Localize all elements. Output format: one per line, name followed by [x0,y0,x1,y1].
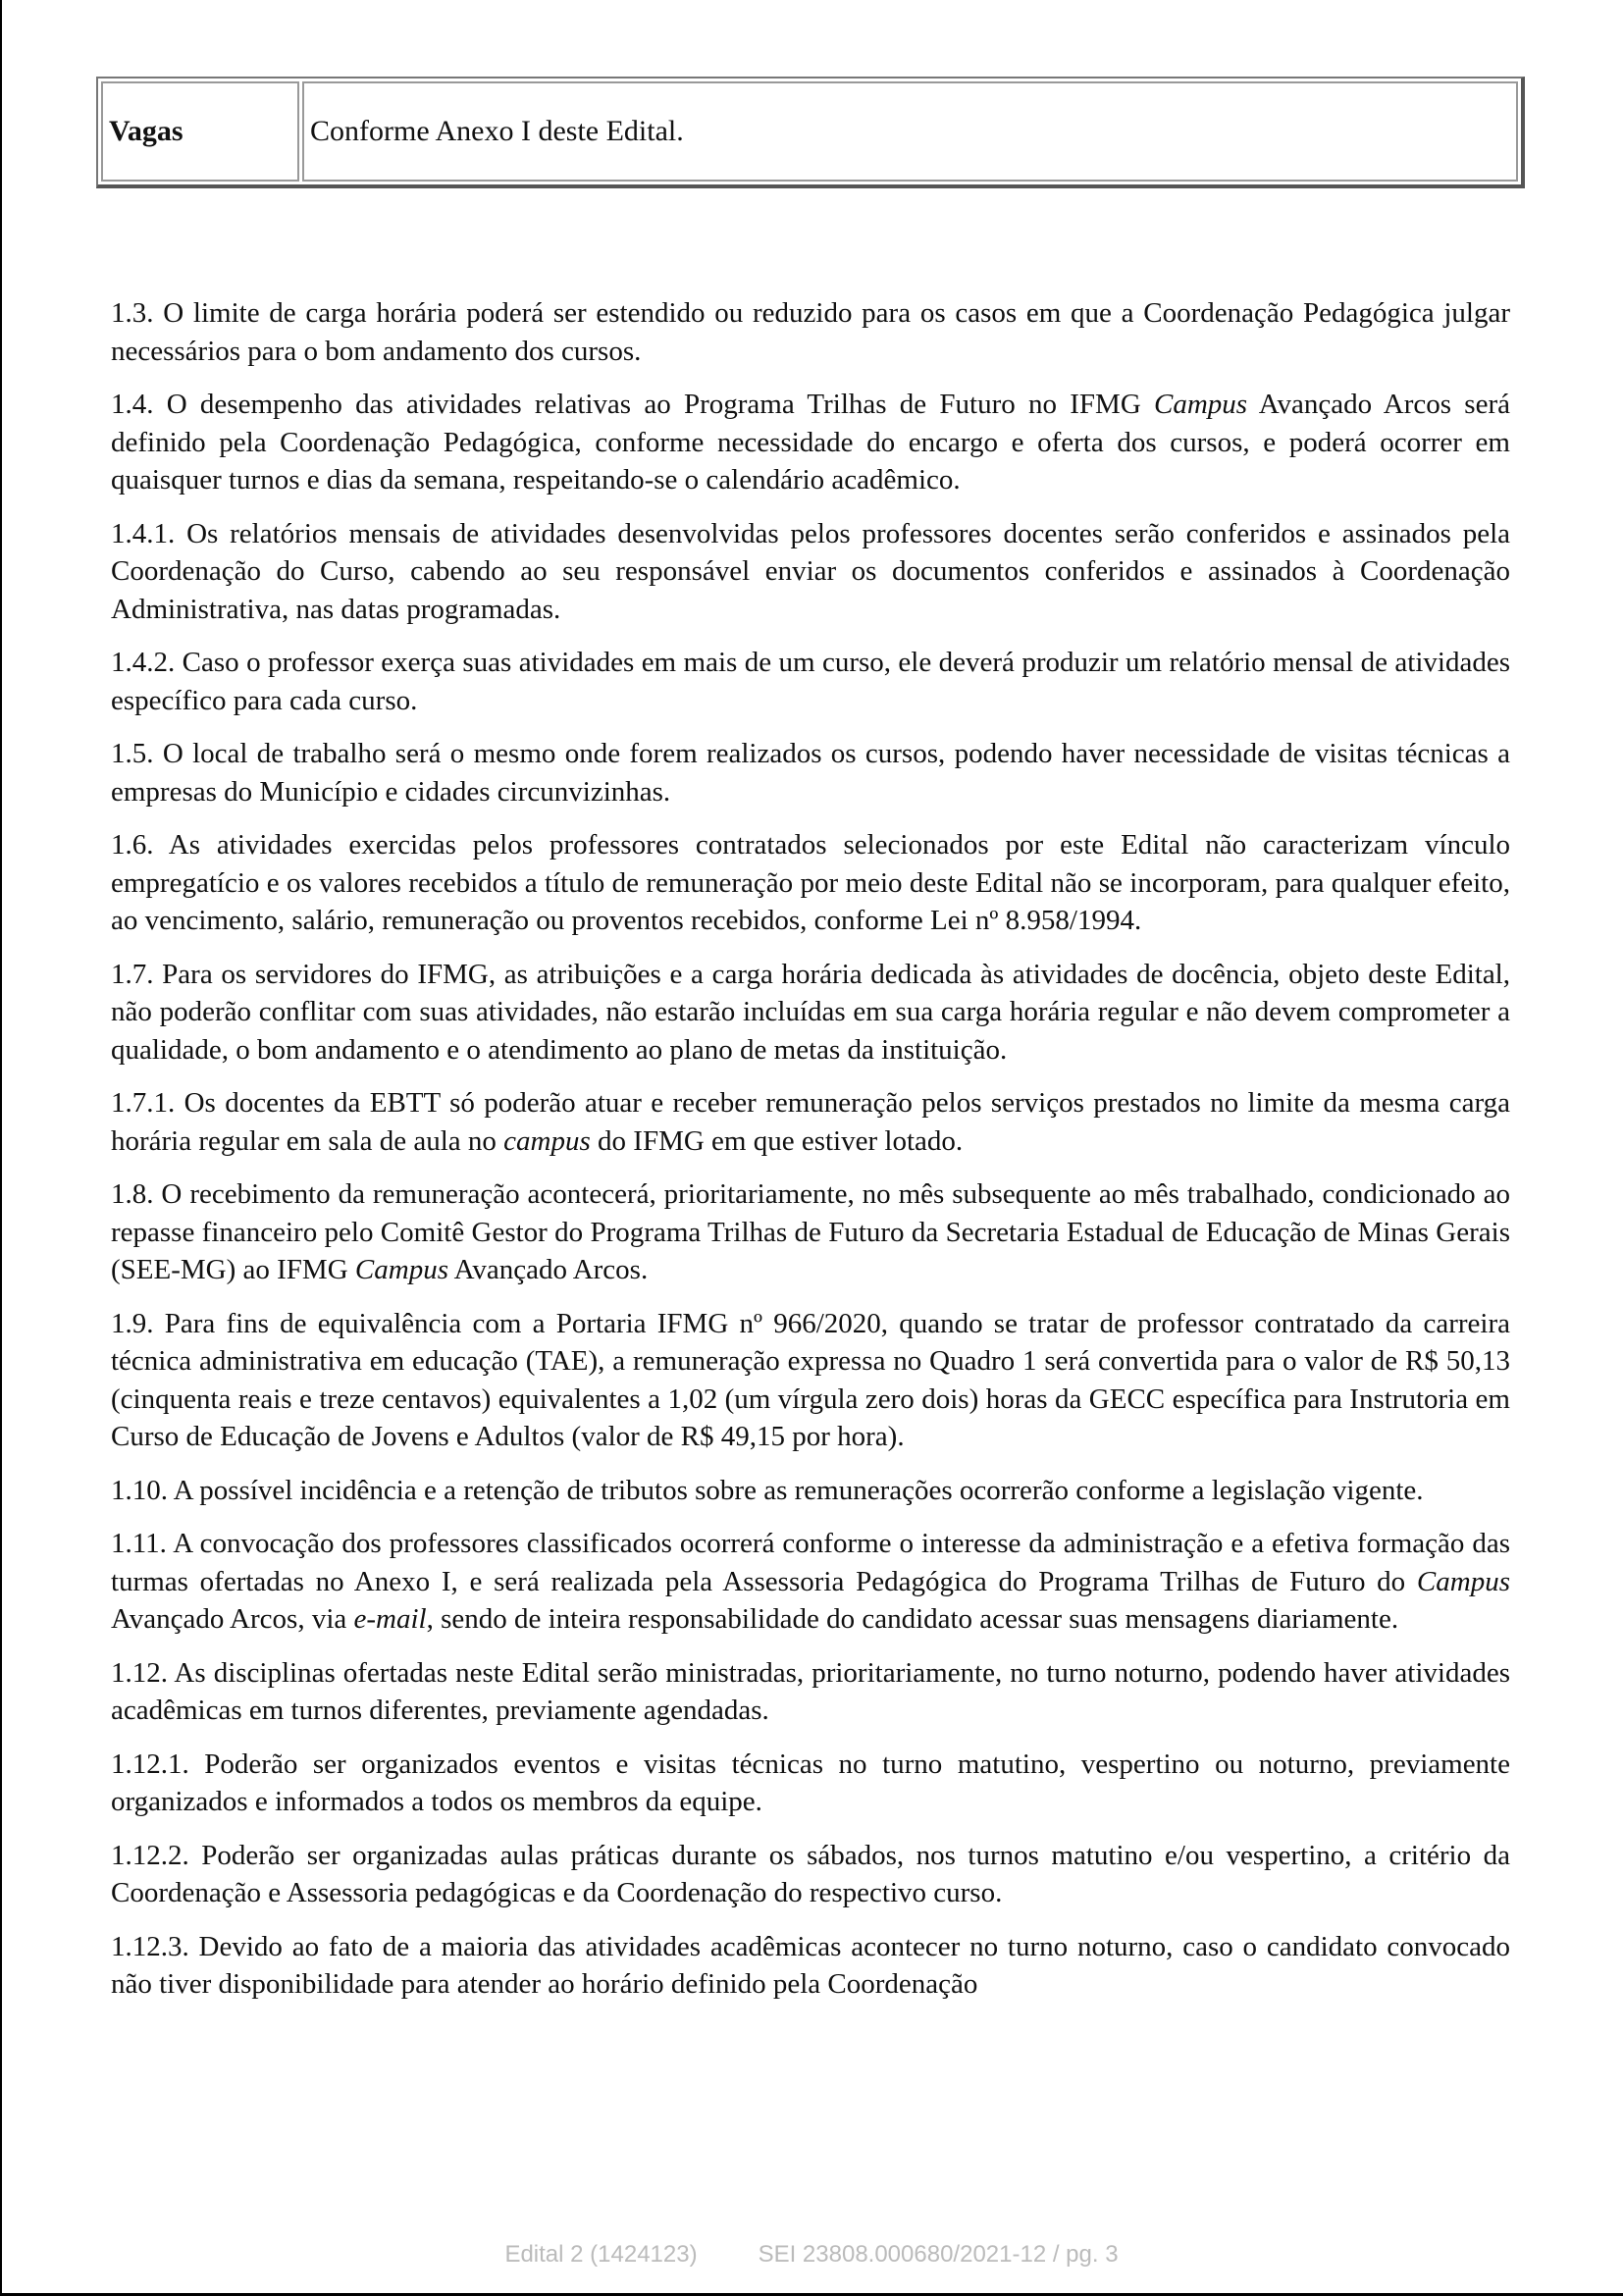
paragraph [111,1837,1510,1912]
paragraph-text: Avançado Arcos, via [111,1603,354,1635]
paragraph [111,1175,1510,1289]
footer-document-id: Edital 2 (1424123) [504,2241,698,2268]
paragraph-text: 1.3. O limite de carga horária poderá ser estendido ou reduzido para os casos em que a Coordenação Pedagógica julgar necessários para o bom andamento dos cursos. [111,297,1510,367]
paragraph [111,1305,1510,1456]
paragraph [111,1654,1510,1730]
paragraph-text: 1.4. O desempenho das atividades relativas ao Programa Trilhas de Futuro no IFMG [111,389,1155,420]
paragraph-text: do IFMG em que estiver lotado. [590,1124,964,1157]
paragraph-text: 1.9. Para fins de equivalência com a Portaria IFMG nº 966/2020, quando se tratar de professor contratado da carreira técnica administrativa em educação (TAE), a remuneração expressa no Quadro 1 será convertida para o valor de R$ 50,13 (cinquenta reais e treze centavos) equivalentes a 1,02 (um vírgula zero dois) horas da GECC específica para Instrutoria em Curso de Educação de Jovens e Adultos (valor de R$ 49,15 por hora). [111,1307,1510,1452]
paragraph-text: 1.4.1. Os relatórios mensais de atividades desenvolvidas pelos professores docentes serão conferidos e assinados pela Coordenação do Curso, cabendo ao seu responsável enviar os documentos conferidos e assinados à Coordenação Administrativa, nas datas programadas. [111,517,1510,625]
paragraph [111,735,1510,810]
paragraph-text: 1.12.1. Poderão ser organizados eventos e visitas técnicas no turno matutino, vespertino ou noturno, previamente organizados e informados a todos os membros da equipe. [111,1748,1510,1817]
paragraph [111,515,1510,629]
paragraph [111,826,1510,940]
italic-text: Campus [354,1254,448,1285]
vagas-value-cell: Conforme Anexo I deste Edital. [302,81,1518,182]
paragraph-text: 1.4.2. Caso o professor exerça suas atividades em mais de um curso, ele deverá produzir um relatório mensal de atividades específico para cada curso. [111,647,1510,716]
paragraph [111,386,1510,499]
paragraph [111,1472,1510,1510]
vagas-table [96,77,1525,188]
paragraph-text: 1.5. O local de trabalho será o mesmo onde forem realizados os cursos, podendo haver necessidade de visitas técnicas a empresas do Município e cidades circunvizinhas. [111,738,1510,808]
document-body [111,294,1510,2004]
paragraph-text: 1.12. As disciplinas ofertadas neste Edital serão ministradas, prioritariamente, no turno noturno, podendo haver atividades acadêmicas em turnos diferentes, previamente agendadas. [111,1656,1510,1726]
paragraph-text: 1.7.1. Os docentes da EBTT só poderão atuar e receber remuneração pelos serviços prestados no limite da mesma carga horária regular em sala de aula no [111,1087,1510,1157]
paragraph-text: , sendo de inteira responsabilidade do candidato acessar suas mensagens diariamente. [426,1603,1399,1635]
vagas-label-cell: Vagas [101,81,299,182]
paragraph [111,294,1510,370]
footer-sei-page: SEI 23808.000680/2021-12 / pg. 3 [758,2241,1119,2268]
page-left-border [0,0,2,2296]
paragraph-text: Avançado Arcos será definido pela Coordenação Pedagógica, conforme necessidade do encargo e oferta dos cursos, e poderá ocorrer em quaisquer turnos e dias da semana, respeitando-se o calendário acadêmico. [111,389,1510,496]
paragraph-text: 1.11. A convocação dos professores classificados ocorrerá conforme o interesse da administração e a efetiva formação das turmas ofertadas no Anexo I, e será realizada pela Assessoria Pedagógica do Programa Trilhas de Futuro do [111,1528,1510,1597]
paragraph-text: 1.12.3. Devido ao fato de a maioria das atividades acadêmicas acontecer no turno noturno, caso o candidato convocado não tiver disponibilidade para atender ao horário definido pela Coordenação [111,1930,1510,2000]
paragraph [111,644,1510,719]
paragraph [111,1525,1510,1639]
paragraph [111,1746,1510,1821]
italic-text: Campus [1416,1565,1510,1597]
paragraph [111,1084,1510,1160]
italic-text: Campus [1154,389,1248,420]
paragraph-text: 1.8. O recebimento da remuneração acontecerá, prioritariamente, no mês subsequente ao mês trabalhado, condicionado ao repasse financeiro pelo Comitê Gestor do Programa Trilhas de Futuro da Secretaria Estadual de Educação de Minas Gerais (SEE-MG) ao IFMG [111,1178,1510,1285]
paragraph-text: 1.6. As atividades exercidas pelos professores contratados selecionados por este Edital não caracterizam vínculo empregatício e os valores recebidos a título de remuneração por meio deste Edital não se incorporam, para qualquer efeito, ao vencimento, salário, remuneração ou proventos recebidos, conforme Lei nº 8.958/1994. [111,829,1510,936]
paragraph-text: 1.7. Para os servidores do IFMG, as atribuições e a carga horária dedicada às atividades de docência, objeto deste Edital, não poderão conflitar com suas atividades, não estarão incluídas em sua carga horária regular e não devem comprometer a qualidade, o bom andamento e o atendimento ao plano de metas da instituição. [111,958,1510,1066]
paragraph-text: Avançado Arcos. [447,1254,649,1285]
page-footer [0,2241,1623,2269]
italic-text: e-mail [353,1603,427,1635]
paragraph-text: 1.12.2. Poderão ser organizadas aulas práticas durante os sábados, nos turnos matutino e/ou vespertino, a critério da Coordenação e Assessoria pedagógicas e da Coordenação do respectivo curso. [111,1839,1510,1908]
paragraph-text: 1.10. A possível incidência e a retenção de tributos sobre as remunerações ocorrerão conforme a legislação vigente. [111,1474,1424,1506]
paragraph [111,956,1510,1070]
italic-text: campus [503,1124,591,1157]
paragraph [111,1928,1510,2004]
